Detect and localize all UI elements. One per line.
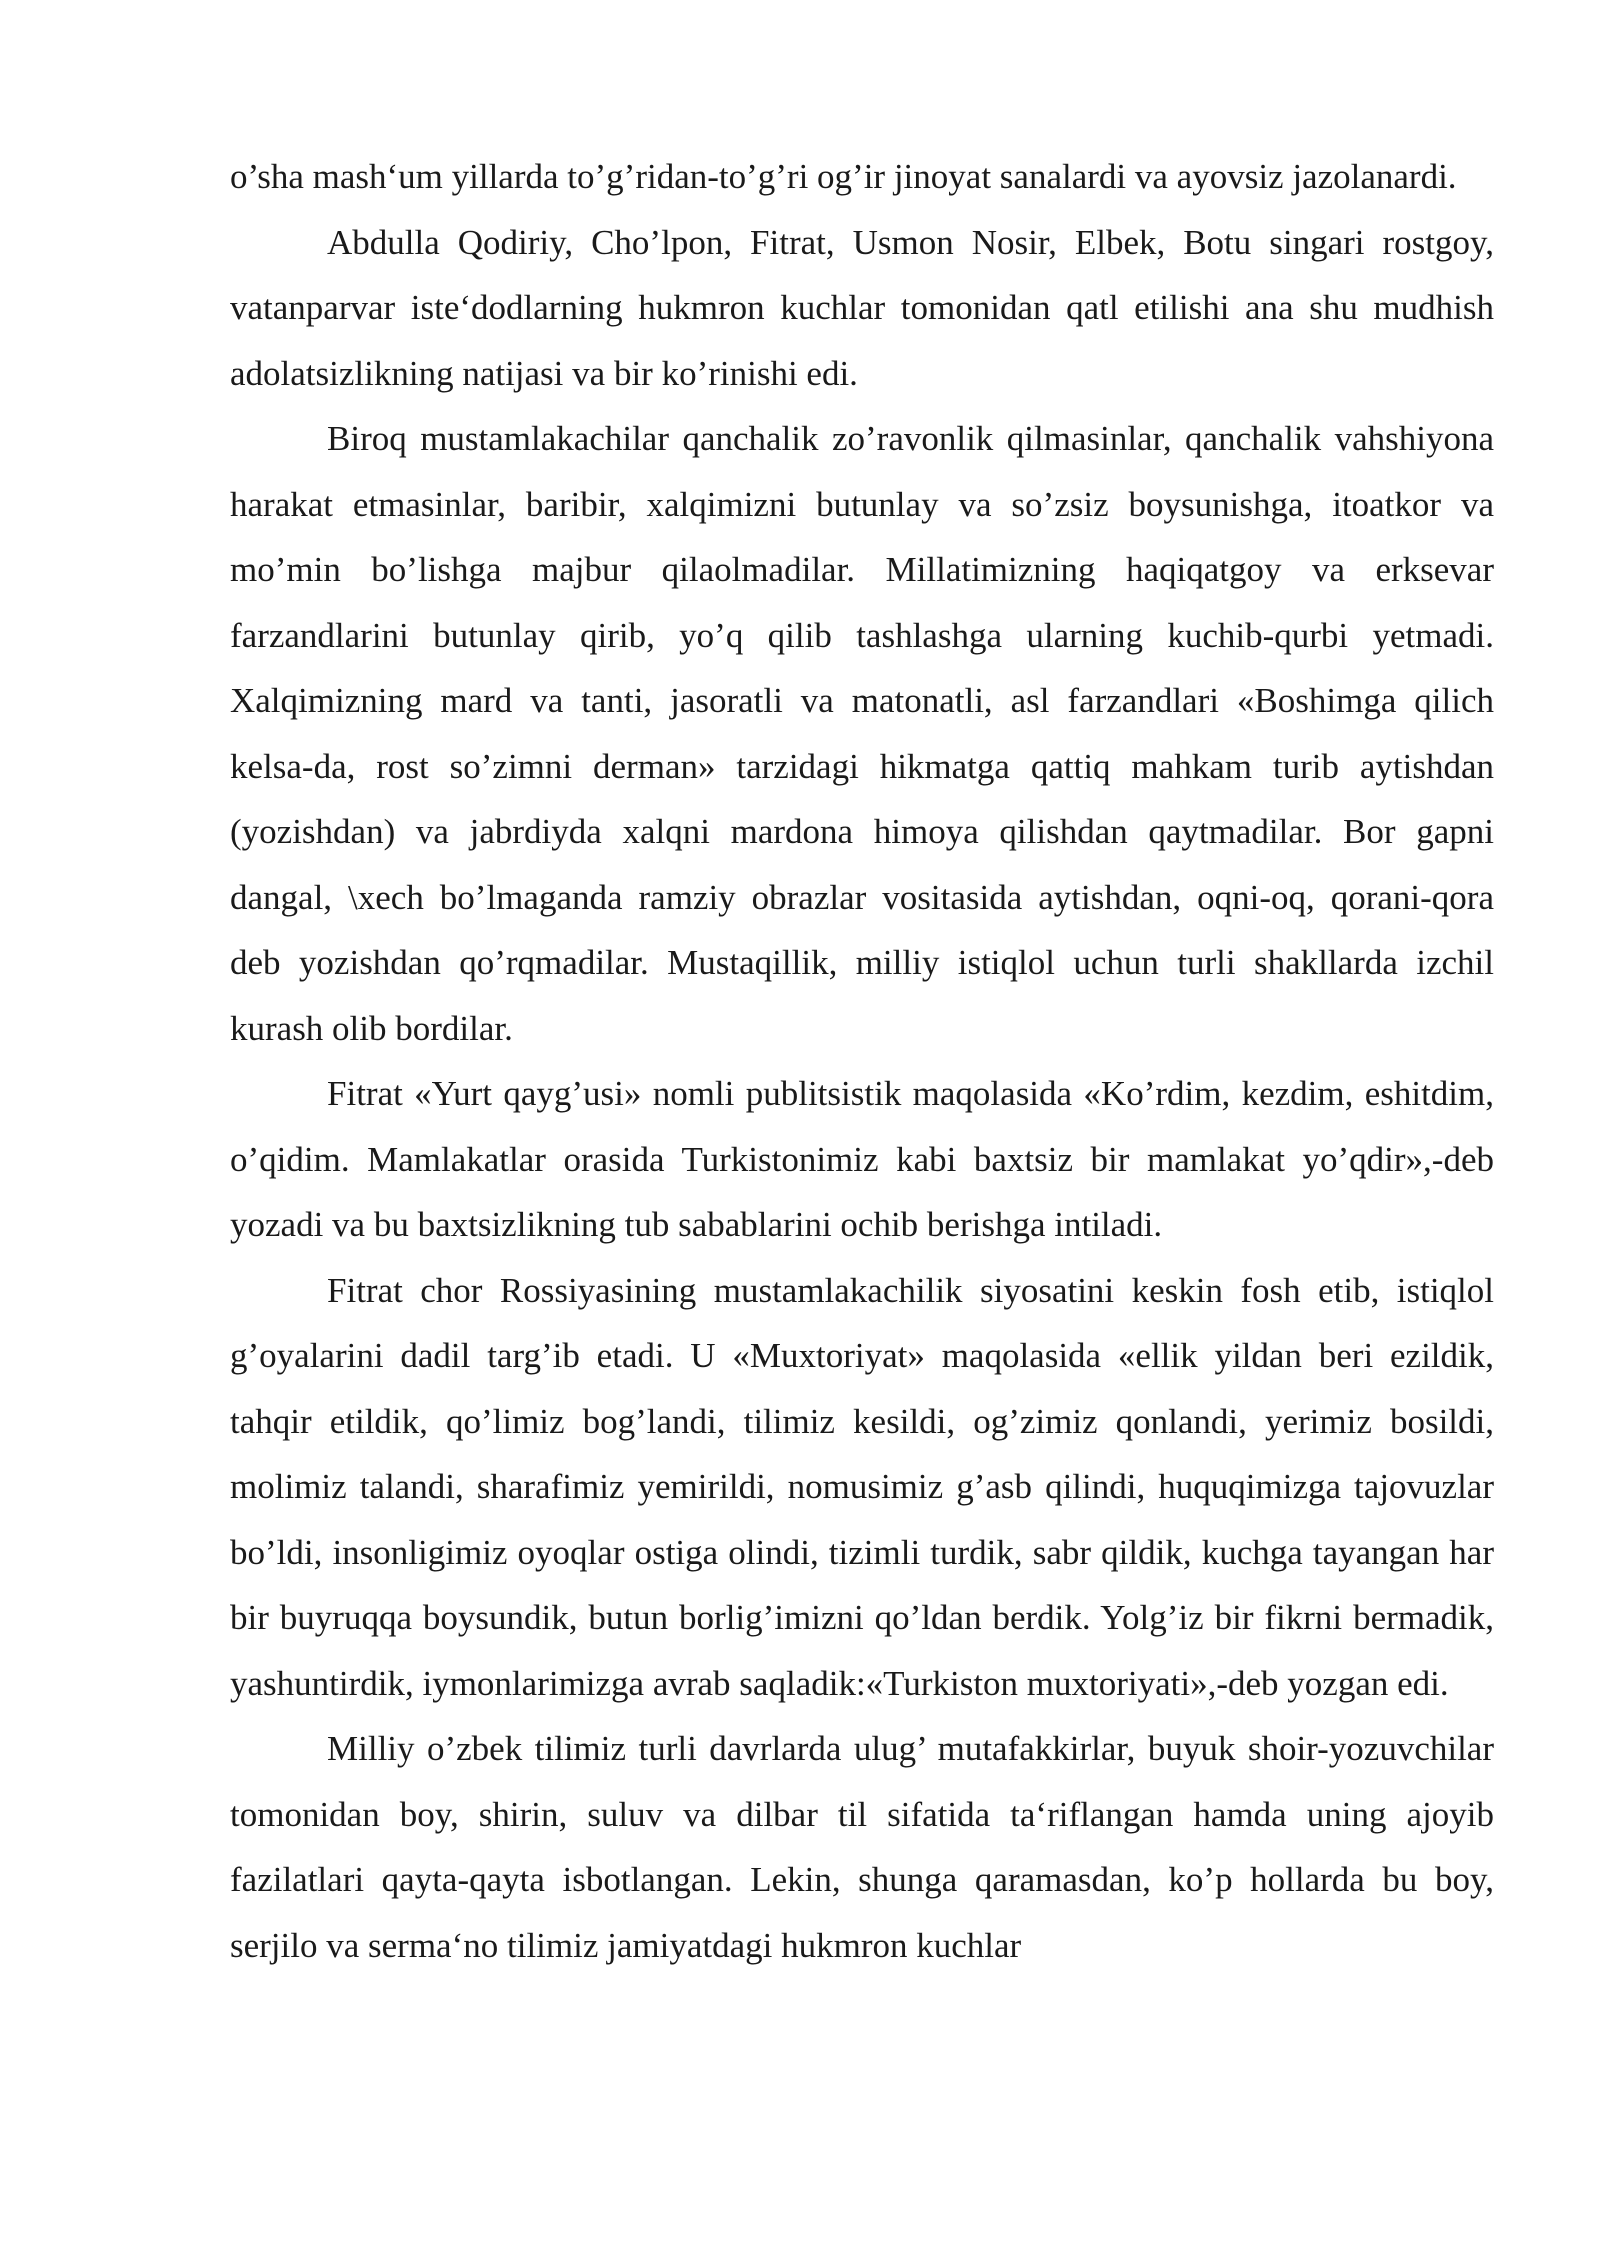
document-page	[230, 144, 1494, 1978]
paragraph: o’sha mash‘um yillarda to’g’ridan-to’g’ri og’ir jinoyat sanalardi va ayovsiz jazolanardi.	[230, 157, 1457, 196]
paragraph: Fitrat chor Rossiyasining mustamlakachilik siyosatini keskin fosh etib, istiqlol g’oyalarini dadil targ’ib etadi. U «Muxtoriyat» maqolasida «ellik yildan beri ezildik, tahqir etildik, qo’limiz bog’landi, tilimiz kesildi, og’zimiz qonlandi, yerimiz bosildi, molimiz talandi, sharafimiz yemirildi, nomusimiz g’asb qilindi, huquqimizga tajovuzlar bo’ldi, insonligimiz oyoqlar ostiga olindi, tizimli turdik, sabr qildik, kuchga tayangan har bir buyruqqa boysundik, butun borlig’imizni qo’ldan berdik. Yolg’iz bir fikrni bermadik, yashuntirdik, iymonlarimizga avrab saqladik:«Turkiston muxtoriyati»,-deb yozgan edi.	[230, 1270, 1494, 1703]
paragraph: Fitrat «Yurt qayg’usi» nomli publitsistik maqolasida «Ko’rdim, kezdim, eshitdim, o’qidim. Mamlakatlar orasida Turkistonimiz kabi baxtsiz bir mamlakat yo’qdir»,-deb yozadi va bu baxtsizlikning tub sabablarini ochib berishga intiladi.	[230, 1074, 1494, 1244]
paragraph: Abdulla Qodiriy, Cho’lpon, Fitrat, Usmon Nosir, Elbek, Botu singari rostgoy, vatanparvar iste‘dodlarning hukmron kuchlar tomonidan qatl etilishi ana shu mudhish adolatsizlikning natijasi va bir ko’rinishi edi.	[230, 222, 1494, 393]
paragraph: Milliy o’zbek tilimiz turli davrlarda ulug’ mutafakkirlar, buyuk shoir-yozuvchilar tomonidan boy, shirin, suluv va dilbar til sifatida ta‘riflangan hamda uning ajoyib fazilatlari qayta-qayta isbotlangan. Lekin, shunga qaramasdan, ko’p hollarda bu boy, serjilo va serma‘no tilimiz jamiyatdagi hukmron kuchlar	[230, 1729, 1494, 1965]
paragraph: Biroq mustamlakachilar qanchalik zo’ravonlik qilmasinlar, qanchalik vahshiyona harakat etmasinlar, baribir, xalqimizni butunlay va so’zsiz boysunishga, itoatkor va mo’min bo’lishga majbur qilaolmadilar. Millatimizning haqiqatgoy va erksevar farzandlarini butunlay qirib, yo’q qilib tashlashga ularning kuchib-qurbi yetmadi. Xalqimizning mard va tanti, jasoratli va matonatli, asl farzandlari «Boshimga qilich kelsa-da, rost so’zimni derman» tarzidagi hikmatga qattiq mahkam turib aytishdan (yozishdan) va jabrdiyda xalqni mardona himoya qilishdan qaytmadilar. Bor gapni dangal, \xech bo’lmaganda ramziy obrazlar vositasida aytishdan, oqni-oq, qorani-qora deb yozishdan qo’rqmadilar. Mustaqillik, milliy istiqlol uchun turli shakllarda izchil kurash olib bordilar.	[230, 419, 1494, 1048]
